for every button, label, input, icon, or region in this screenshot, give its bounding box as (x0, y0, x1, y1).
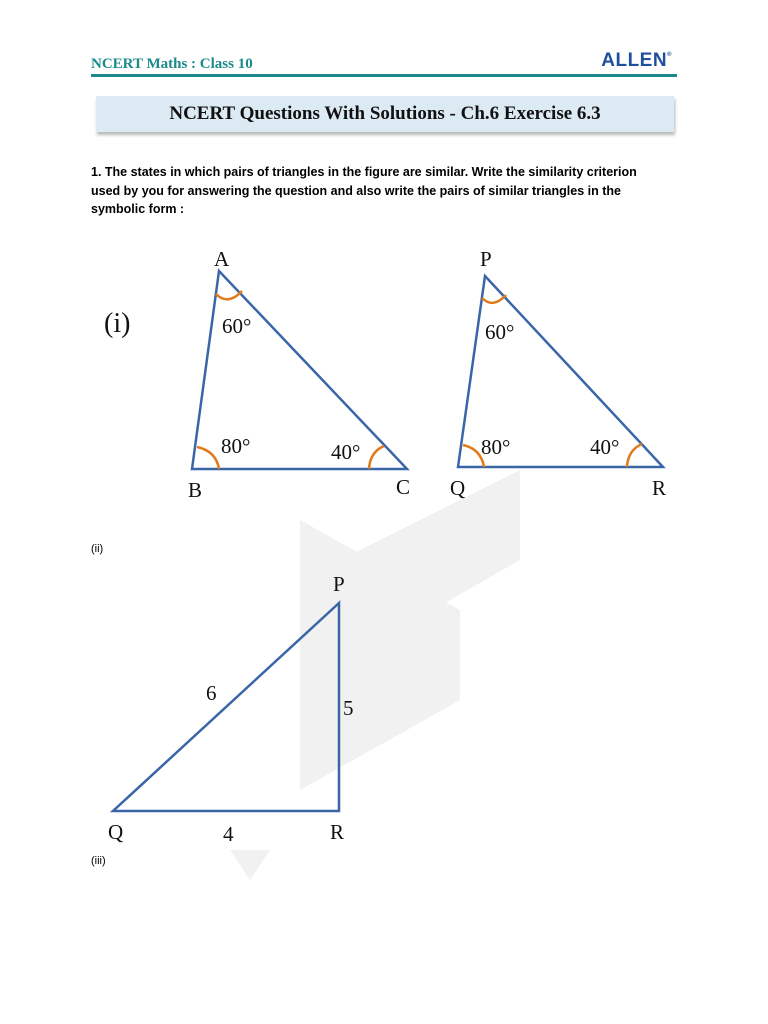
vertex-c-label: C (396, 475, 411, 499)
vertex-p-label: P (480, 247, 492, 271)
vertex-q-label: Q (450, 476, 466, 500)
allen-logo: ALLEN® (601, 50, 672, 71)
vertex-r-label-ii: R (330, 820, 345, 844)
question-text: 1. The states in which pairs of triangles in the figure are similar. Write the similarity criterion used by you for answering the question and also write the pairs of similar triangles in the symbolic form : (91, 165, 637, 216)
figure-i-label: (i) (104, 308, 131, 339)
angle-p-label: 60° (485, 320, 515, 344)
angle-r-arc (627, 444, 642, 467)
vertex-q-label-ii: Q (108, 820, 124, 844)
header-subject: NCERT Maths : Class 10 (91, 56, 253, 72)
side-qr-label: 4 (223, 822, 234, 846)
page-title: NCERT Questions With Solutions - Ch.6 Exercise 6.3 (169, 103, 601, 124)
angle-c-label: 40° (331, 440, 361, 464)
vertex-p-label-ii: P (333, 572, 345, 596)
angle-q-label: 80° (481, 435, 511, 459)
figure-ii-label: (ii) (91, 543, 104, 555)
side-pq-label: 6 (206, 681, 217, 705)
watermark-logo (230, 470, 520, 880)
vertex-b-label: B (188, 478, 203, 502)
angle-r-label: 40° (590, 435, 620, 459)
triangle-abc (188, 247, 410, 502)
vertex-r-label: R (652, 476, 667, 500)
angle-a-label: 60° (222, 314, 252, 338)
angle-b-arc (197, 447, 219, 469)
angle-c-arc (369, 446, 384, 469)
figure-iii-label: (iii) (91, 855, 106, 867)
vertex-a-label: A (214, 247, 230, 271)
triangle-pqr-i (450, 247, 666, 500)
side-pr-label: 5 (343, 696, 354, 720)
angle-b-label: 80° (221, 434, 251, 458)
